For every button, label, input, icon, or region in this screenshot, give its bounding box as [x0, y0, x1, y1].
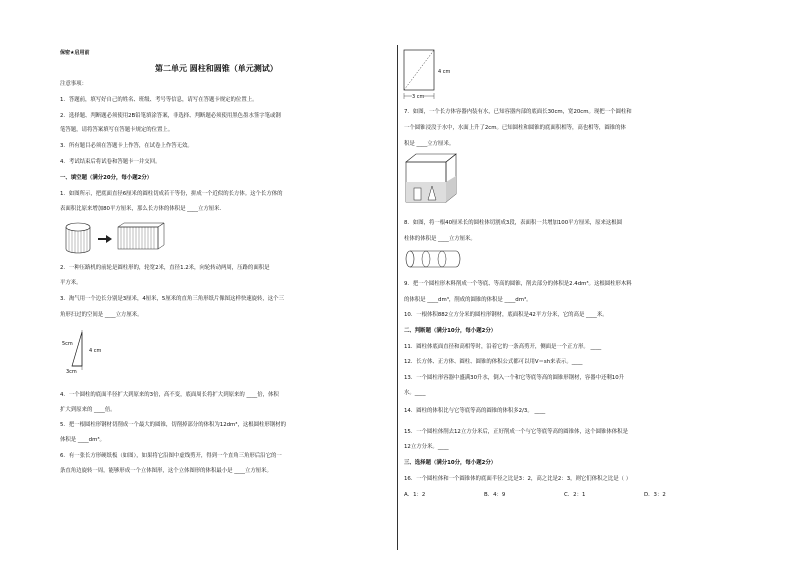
column-divider	[397, 45, 398, 550]
secret-label: 保密★启用前	[60, 50, 90, 56]
triangle-label-3cm: 3cm	[66, 369, 77, 375]
question-10: 10．一根体积882立方分米的圆柱形钢材，底面积是42平方分米，它的高是 ____米。	[404, 312, 608, 318]
question-5-line2: 体积是 ____dm³。	[60, 437, 105, 443]
water-container-figure	[404, 152, 462, 206]
question-3-line2: 角形扫过的空间是 ____立方厘米。	[60, 312, 143, 318]
cylinder-slices-figure	[62, 222, 172, 254]
question-8-line1: 8．如图，将一根40厘米长的圆柱体切割成3段，表面积一共增加100平方厘米，原来这根圆	[404, 220, 623, 226]
note-item: 笔答题，请将答案填写在答题卡规定的位置上。	[60, 127, 174, 133]
cut-cylinder-figure	[404, 248, 464, 270]
question-15-line2: 12立方分米。____	[404, 444, 449, 450]
question-8-line2: 柱体的体积是 ____立方厘米。	[404, 236, 476, 242]
notes-heading: 注意事项：	[60, 81, 87, 87]
question-6-line2: 条直角边旋转一周，能够形成一个立体图形，这个立体图形的体积最小是 ____立方厘米。	[60, 468, 272, 474]
question-9-line1: 9．把一个圆柱形木料削成一个等底、等高的圆锥，削去部分的体积是2.4dm³。这根圆柱形木料	[404, 281, 632, 287]
question-13-line1: 13．一个圆柱形容器中盛满30升水，倒入一个和它等底等高的圆锥形钢材，容器中还剩10升	[404, 375, 625, 381]
page-title: 第二单元 圆柱和圆锥（单元测试）	[155, 64, 278, 73]
question-2-line2: 平方米。	[60, 280, 82, 286]
section-heading-fill: 一、填空题（满分20分，每小题2分）	[60, 175, 153, 181]
section-heading-choice: 三、选择题（满分10分，每小题2分）	[404, 460, 497, 466]
question-7-line2: 一个圆锥浸没于水中，水面上升了2cm。已知圆柱和圆锥的底面积相等，高也相等，圆锥的体	[404, 125, 626, 131]
fig-width-label: 3 cm	[412, 94, 425, 100]
option-b[interactable]: B．4：9	[484, 492, 506, 498]
triangle-rotation-figure	[60, 330, 110, 372]
note-item: 1．答题前，填写好自己的姓名、班级、考号等信息，请写在答题卡规定的位置上。	[60, 97, 258, 103]
question-12: 12．长方体、正方体、圆柱、圆锥的体积公式都可以用V＝sh来表示。____	[404, 359, 583, 365]
note-item: 4．考试结束后将试卷和答题卡一并交回。	[60, 159, 161, 165]
note-item: 2．选择题、判断题必须使用2B铅笔填涂答案，非选择、判断题必须使用黑色墨水签字笔或钢	[60, 113, 281, 119]
fig-height-label: 4 cm	[438, 69, 451, 75]
option-a[interactable]: A．1：2	[404, 492, 426, 498]
question-11: 11．圆柱体底面直径和高相等时，沿着它的一条高剪开，侧面是一个正方形。 ____	[404, 344, 602, 350]
question-2-line1: 2．一种压路机的前轮是圆柱形的，轮宽2米，直径1.2米，向轮转动两周，压路的面积是	[60, 265, 270, 271]
question-15-line1: 15．一个圆柱体削去12立方分米后，正好削成一个与它等底等高的圆锥体，这个圆锥体体积是	[404, 429, 628, 435]
question-4-line2: 扩大到原来的 ____倍。	[60, 407, 116, 413]
option-c[interactable]: C．2：1	[564, 492, 586, 498]
note-item: 3．所有题目必须在答题卡上作答，在试卷上作答无效。	[60, 143, 193, 149]
question-14: 14．圆柱的体积比与它等底等高的圆锥的体积多2/3。 ____	[404, 408, 546, 414]
question-3-line1: 3．淘气用一个边长分别是3厘米，4厘米，5厘米的直角三角形纸片像图这样快速旋转，这个三	[60, 296, 284, 302]
question-13-line2: 水。____	[404, 390, 426, 396]
question-4-line1: 4．一个圆柱的底面半径扩大到原来的3倍，高不变，底面周长将扩大到原来的 ____倍，体积	[60, 392, 279, 398]
question-16: 16．一个圆柱体和一个圆锥体的底面半径之比是3：2，高之比是2：3，则它们体积之比是（ ）	[404, 476, 632, 482]
option-d[interactable]: D．3：2	[644, 492, 666, 498]
triangle-label-5cm: 5cm	[62, 341, 73, 347]
question-1-line2: 表面积比原来增加80平方厘米，那么长方体的体积是 ____立方厘米.	[60, 206, 222, 212]
rectangle-diagonal-figure	[402, 48, 462, 104]
question-5-line1: 5．把一根圆柱形钢材切削成一个最大的圆锥，切削掉部分的体积为12dm³，这根圆柱形钢材的	[60, 422, 286, 428]
question-6-line1: 6．有一张长方形硬纸板（如图），如果将它沿图中虚线剪开，得到一个直角三角形后沿它的一	[60, 453, 282, 459]
question-9-line2: 的体积是 ____dm³，削成的圆锥的体积是 ____dm³。	[404, 297, 532, 303]
question-1-line1: 1．如图所示，把底面直径6厘米的圆柱切成若干等份，拼成一个近似的长方体。这个长方体的	[60, 191, 283, 197]
section-heading-judge: 二、判断题（满分10分，每小题2分）	[404, 328, 497, 334]
triangle-label-4cm: 4 cm	[89, 348, 102, 354]
question-7-line1: 7．如图，一个长方体容器内装有水，已知容器内部的底面长30cm，宽20cm。现把一个圆柱和	[404, 109, 632, 115]
question-7-line3: 积是 ____立方厘米。	[404, 141, 455, 147]
